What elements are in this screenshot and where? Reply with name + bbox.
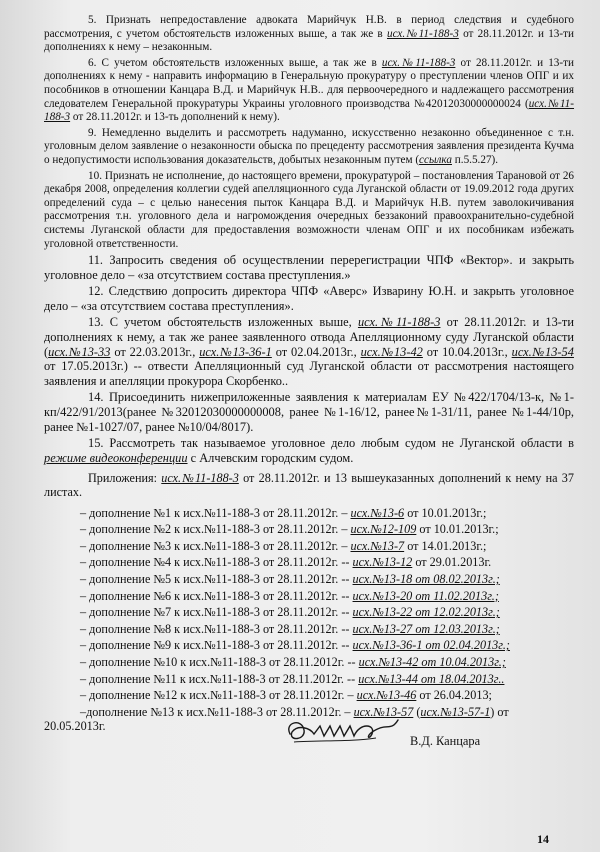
paragraph-text: Признать не исполнение, до настоящего времени, прокуратурой – постановления Тарановой от 26 декабря 2008, определения коллегии судей апелляционного суда Луганской области от 19.09.2012 года других определений суда – с целью нанесения пыток Канцара В.Д. и Марийчук Н.В. путем заволокичивания рассмотрения т.н. уголовного дела и нагромождения очередных беззаконий правоохранительно-судебной системы Луганской области для предоставления возможности членам ОПГ и их пособникам избежать уголовной ответственности.: [44, 169, 575, 250]
paragraph: [44, 170, 574, 252]
reference-link: исх.№13-7: [350, 538, 405, 553]
appendix-header: [44, 471, 574, 500]
appendix-item-text: – дополнение №12 к исх.№11-188-3 от 28.11.2012г. –: [80, 688, 357, 703]
reference-link: исх.№13-42: [360, 344, 423, 359]
reference-link: ссылка: [419, 153, 452, 166]
appendix-item-text: – дополнение №1 к исх.№11-188-3 от 28.11.2012г. –: [80, 505, 351, 520]
handwritten-signature: [280, 712, 405, 752]
appendix-item-text: – дополнение №5 к исх.№11-188-3 от 28.11.2012г. --: [80, 571, 353, 586]
paragraph-number: 6.: [88, 56, 102, 69]
paragraph-text: Признать непредоставление адвоката Марийчук Н.В. в период следствия и судебного рассмотрения, с учетом обстоятельств изложенных выше, а так же в: [44, 14, 575, 40]
reference-link: исх.№11-188-3: [381, 56, 456, 69]
reference-link: исх.№11-188-3: [357, 315, 441, 330]
paragraph-text: от 28.11.2012г. и 13-ти дополнениях к нему – незаконным.: [44, 27, 575, 54]
document-body: [44, 14, 574, 467]
appendix-item-text: – дополнение №3 к исх.№11-188-3 от 28.11.2012г. –: [80, 538, 351, 553]
appendix-item-text: от 29.01.2013г.: [412, 555, 492, 570]
appendix-item-text: от 14.01.2013г.;: [404, 538, 487, 553]
paragraph-text: Немедленно выделить и рассмотреть надуманно, искусственно незаконно объединенное с т.н. уголовным делом заявление о незаконности обыска по прецеденту рассмотрения заявления президента Кучма о недопустимости использования доказательств, добытых незаконным путем (: [44, 126, 574, 166]
paragraph-number: 11.: [88, 253, 110, 268]
appendix-item-text: –дополнение №13 к исх.№11-188-3 от 28.11.2012г. –: [80, 704, 354, 719]
appendix-section: [44, 471, 574, 736]
reference-link: исх.№13-12: [352, 555, 413, 570]
reference-link: исх.№13-22 от 12.02.2013г.;: [352, 605, 500, 620]
reference-link: исх.№13-57: [353, 704, 414, 719]
paragraph-text: Следствию допросить директора ЧПФ «Аверс» Изварину Ю.Н. и закрыть уголовное дело – «за отсутствием состава преступления».: [44, 284, 574, 313]
paragraph-number: 15.: [88, 436, 110, 451]
reference-link: исх.№13-54: [511, 344, 574, 359]
paragraph: [44, 284, 574, 313]
reference-link: исх.№12-109: [350, 522, 417, 537]
page-number: 14: [537, 832, 549, 846]
paragraph-text: С учетом обстоятельств изложенных выше,: [109, 315, 358, 330]
appendix-item: [80, 605, 574, 619]
paragraph: [44, 436, 574, 465]
appendix-label: Приложения:: [88, 471, 157, 485]
appendix-item: [80, 539, 574, 553]
reference-link: исх.№13-42 от 10.04.2013г.;: [358, 654, 506, 669]
appendix-item: [80, 506, 574, 520]
paragraph-text: С учетом обстоятельств изложенных выше, а так же в: [101, 56, 382, 69]
paragraph-text: от 10.04.2013г.,: [422, 344, 512, 359]
paragraph-number: 5.: [88, 14, 106, 26]
appendix-item: [80, 688, 574, 702]
appendix-item-text: от 10.01.2013г.;: [416, 522, 499, 537]
appendix-item: [80, 622, 574, 636]
paragraph-number: 10.: [88, 169, 105, 182]
paragraph: [44, 315, 574, 388]
reference-link: исх.№13-46: [356, 688, 417, 703]
appendix-item-text: – дополнение №10 к исх.№11-188-3 от 28.11.2012г. --: [80, 654, 359, 669]
paragraph-text: п.5.5.27).: [451, 153, 499, 166]
reference-link: исх.№13-18 от 08.02.2013г.;: [352, 571, 500, 586]
appendix-item-text: – дополнение №7 к исх.№11-188-3 от 28.11.2012г. --: [80, 605, 353, 620]
paragraph-text: от 22.03.2013г.,: [110, 344, 200, 359]
appendix-text: от 28.11.2012г. и 13 вышеуказанных дополнений к нему на 37 листах.: [44, 471, 574, 500]
reference-link: режиме видеоконференции: [44, 450, 188, 465]
paragraph-text: от 28.11.2012г. и 13-ти дополнениях к нему, а так же ранее заявленного отвода Апелляционному суду Луганской области (: [44, 315, 574, 359]
appendix-item: [80, 522, 574, 536]
paragraph-text: с Алчевским городским судом.: [187, 450, 354, 465]
appendix-item: [80, 589, 574, 603]
paragraph-text: от 17.05.2013г.) -- отвести Апелляционный суд Луганской области от рассмотрения настоящего заявления и апелляции прокурора Скорбенко..: [44, 359, 574, 388]
appendix-ref: исх.№11-188-3: [161, 471, 239, 485]
paragraph-text: от 28.11.2012г. и 13-ти дополнениях к нему - направить информацию в Генеральную прокуратуру о преступлении членов ОПГ и их пособников в отношении Канцара В.Д. и Марийчук Н.В.. для первоочередного и надлежащего рассмотрения следователем Генеральной прокуратуры Украины уголовного производства №42012030000000024 (: [44, 56, 574, 110]
reference-link: исх.№13-36-1: [199, 344, 272, 359]
reference-link: исх.№11-188-3: [386, 27, 459, 40]
reference-link: исх.№13-6: [350, 505, 405, 520]
paragraph-number: 13.: [88, 315, 110, 330]
appendix-item-text: от 10.01.2013г.;: [404, 505, 487, 520]
appendix-item-text: – дополнение №9 к исх.№11-188-3 от 28.11.2012г. --: [80, 638, 353, 653]
paragraph-text: Рассмотреть так называемое уголовное дело любым судом не Луганской области в: [109, 436, 574, 451]
signature-block: [280, 712, 540, 752]
reference-link: исх.№13-33: [48, 344, 111, 359]
appendix-item-text: – дополнение №4 к исх.№11-188-3 от 28.11.2012г. --: [80, 555, 353, 570]
reference-link: исх.№13-44 от 18.04.2013г..: [358, 671, 505, 686]
appendix-list: [44, 506, 574, 734]
appendix-item-text: – дополнение №8 к исх.№11-188-3 от 28.11.2012г. --: [80, 621, 353, 636]
paragraph: [44, 253, 574, 282]
appendix-item: [80, 655, 574, 669]
paragraph-text: Запросить сведения об осуществлении перерегистрации ЧПФ «Вектор». и закрыть уголовное дело – «за отсутствием состава преступления.»: [44, 253, 574, 282]
appendix-item: [80, 672, 574, 686]
appendix-item: [80, 638, 574, 652]
reference-link: исх.№13-57-1: [420, 704, 491, 719]
paragraph-number: 12.: [88, 284, 109, 299]
paragraph-number: 9.: [88, 126, 102, 139]
paragraph: [44, 14, 574, 55]
paragraph-number: 14.: [88, 390, 109, 405]
paragraph: [44, 127, 574, 168]
appendix-item-text: – дополнение №6 к исх.№11-188-3 от 28.11.2012г. --: [80, 588, 353, 603]
appendix-item-text: ) от: [490, 704, 509, 719]
appendix-item-continuation: 20.05.2013г.: [44, 719, 106, 734]
appendix-item: [80, 572, 574, 586]
paragraph-text: Присоединить нижеприложенные заявления к материалам ЕУ №422/1704/13-к, №1-кп/422/91/2013(ранее №32012030000000008, ранее №1-16/12, ранее№1-31/11, ранее №1-44/10р, ранее №1-1027/07, ранее №10/04/8017).: [44, 390, 574, 434]
paragraph: [44, 390, 574, 434]
appendix-item-text: от 26.04.2013;: [416, 688, 492, 703]
appendix-item-text: – дополнение №11 к исх.№11-188-3 от 28.11.2012г. --: [80, 671, 359, 686]
reference-link: исх.№13-20 от 11.02.2013г.;: [352, 588, 499, 603]
reference-link: исх.№13-27 от 12.03.2013г.;: [352, 621, 500, 636]
reference-link: исх.№13-36-1 от 02.04.2013г.;: [352, 638, 510, 653]
reference-link: исх.№11-188-3: [44, 97, 575, 124]
signer-name: В.Д. Канцара: [410, 734, 481, 748]
appendix-item-text: (: [413, 704, 421, 719]
paragraph-text: от 28.11.2012г. и 13-ть дополнений к нему).: [70, 111, 280, 124]
paragraph: [44, 57, 574, 125]
appendix-item-text: – дополнение №2 к исх.№11-188-3 от 28.11.2012г. –: [80, 522, 351, 537]
paragraph-text: от 02.04.2013г.,: [271, 344, 361, 359]
appendix-item: [80, 555, 574, 569]
